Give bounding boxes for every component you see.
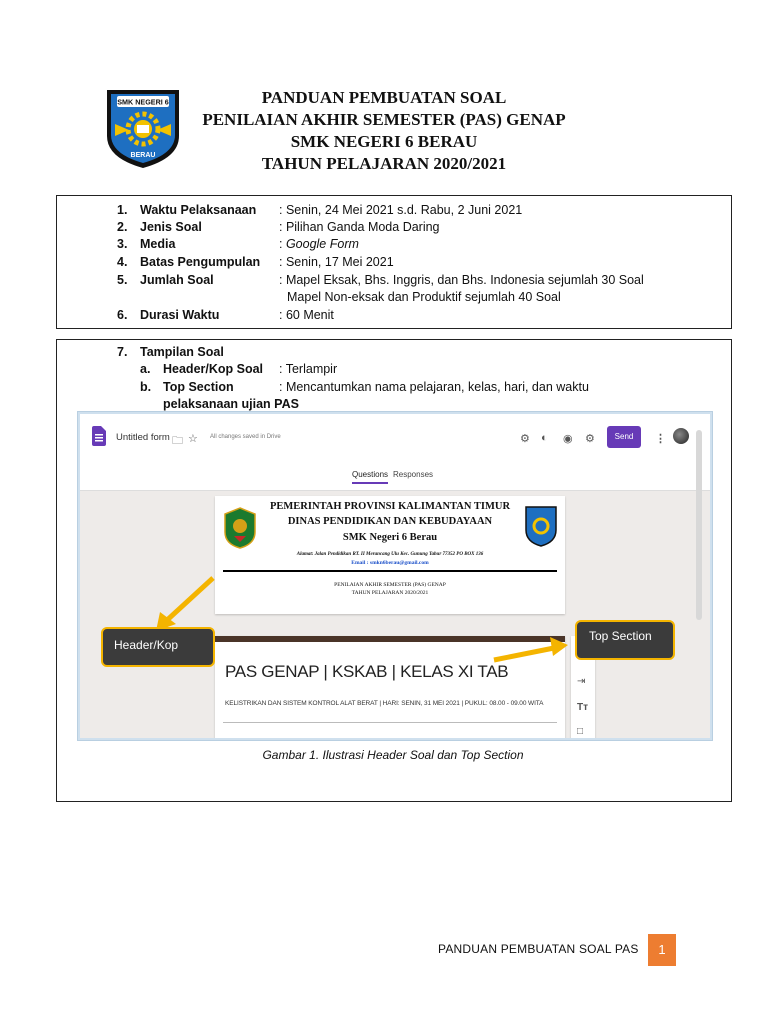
add-image-icon[interactable]: □: [577, 726, 584, 737]
item-label: Waktu Pelaksanaan: [140, 203, 257, 217]
logo-text-top: SMK NEGERI 6: [117, 97, 169, 107]
subitem-label: Top Section: [163, 380, 234, 394]
kop-line-2: DINAS PENDIDIKAN DAN KEBUDAYAAN: [287, 516, 493, 527]
saved-status: All changes saved in Drive: [210, 434, 281, 440]
item-label: Jumlah Soal: [140, 273, 214, 287]
palette-icon[interactable]: ◐: [541, 432, 548, 444]
callout-label: Header/Kop: [114, 638, 179, 652]
kop-address: Alamat: Jalan Pendidikan RT. II Merancang Ulu Kec. Gunung Tabur 77352 PO BOX 136: [296, 552, 484, 557]
item-value: : Mapel Eksak, Bhs. Inggris, dan Bhs. Indonesia sejumlah 30 Soal: [279, 273, 644, 287]
header-kop-callout: [101, 627, 215, 667]
kop-exam-line-1: PENILAIAN AKHIR SEMESTER (PAS) GENAP: [334, 582, 446, 588]
send-button[interactable]: Send: [607, 426, 641, 448]
subitem-letter: b.: [140, 380, 152, 394]
item-number: 2.: [117, 220, 128, 234]
form-title[interactable]: Untitled form: [116, 432, 170, 443]
item-value: : 60 Menit: [279, 308, 334, 322]
tab-questions[interactable]: Questions: [352, 470, 388, 484]
item-label: Jenis Soal: [140, 220, 202, 234]
subitem-label: Header/Kop Soal: [163, 362, 264, 376]
item-label: Durasi Waktu: [140, 308, 220, 322]
item-label: Batas Pengumpulan: [140, 255, 261, 269]
import-questions-icon[interactable]: ⇥: [577, 676, 586, 687]
subitem-value: : Terlampir: [279, 362, 338, 376]
addon-icon[interactable]: ⚙: [520, 433, 530, 445]
kop-exam-line-2: TAHUN PELAJARAN 2020/2021: [351, 590, 429, 596]
title-line-3: SMK NEGERI 6 BERAU: [290, 132, 478, 151]
subitem-value: : Mencantumkan nama pelajaran, kelas, hari, dan waktu: [279, 380, 589, 394]
section-title[interactable]: PAS GENAP | KSKAB | KELAS XI TAB: [225, 662, 509, 681]
top-section-callout: [575, 620, 675, 660]
item-number: 1.: [117, 203, 128, 217]
value-prefix: :: [279, 237, 286, 251]
title-line-2: PENILAIAN AKHIR SEMESTER (PAS) GENAP: [202, 110, 566, 129]
figure-caption: Gambar 1. Ilustrasi Header Soal dan Top Section: [262, 748, 524, 762]
preview-icon[interactable]: ◉: [563, 433, 573, 445]
page-number: 1: [648, 934, 676, 966]
callout-label: Top Section: [589, 629, 652, 643]
item-value: : Senin, 24 Mei 2021 s.d. Rabu, 2 Juni 2021: [279, 203, 523, 217]
title-line-1: PANDUAN PEMBUATAN SOAL: [261, 88, 507, 107]
kop-line-3: SMK Negeri 6 Berau: [342, 532, 438, 543]
item-number: 4.: [117, 255, 128, 269]
item-number: 6.: [117, 308, 128, 322]
logo-text-bottom: BERAU: [130, 152, 156, 159]
item-label: Media: [140, 237, 176, 251]
item-number: 5.: [117, 273, 128, 287]
section-subtitle[interactable]: KELISTRIKAN DAN SISTEM KONTROL ALAT BERAT | HARI: SENIN, 31 MEI 2021 | PUKUL: 08.00 - 09.00 WITA: [225, 700, 544, 707]
item-label: Tampilan Soal: [140, 345, 224, 359]
kop-email: Email : smkn6berau@gmail.com: [351, 560, 429, 566]
subitem-letter: a.: [140, 362, 151, 376]
value-italic: Google Form: [285, 237, 359, 251]
item-value-line2: Mapel Non-eksak dan Produktif sejumlah 40 Soal: [287, 290, 561, 304]
title-line-4: TAHUN PELAJARAN 2020/2021: [261, 154, 507, 173]
folder-icon[interactable]: 🗀: [172, 435, 183, 447]
more-options-icon[interactable]: ⋮: [655, 433, 666, 445]
item-number: 3.: [117, 237, 128, 251]
item-number: 7.: [117, 345, 128, 359]
add-title-icon[interactable]: Tт: [577, 702, 589, 713]
item-value: : Senin, 17 Mei 2021: [279, 255, 394, 269]
arrow-head-icon: [550, 637, 568, 656]
tab-responses[interactable]: Responses: [393, 470, 434, 479]
subitem-value-line2: pelaksanaan ujian PAS: [163, 397, 299, 411]
footer-title: PANDUAN PEMBUATAN SOAL PAS: [438, 942, 639, 956]
settings-icon[interactable]: ⚙: [585, 433, 595, 445]
kop-line-1: PEMERINTAH PROVINSI KALIMANTAN TIMUR: [269, 501, 511, 512]
item-value: : Pilihan Ganda Moda Daring: [279, 220, 440, 234]
star-icon[interactable]: ☆: [188, 433, 198, 445]
